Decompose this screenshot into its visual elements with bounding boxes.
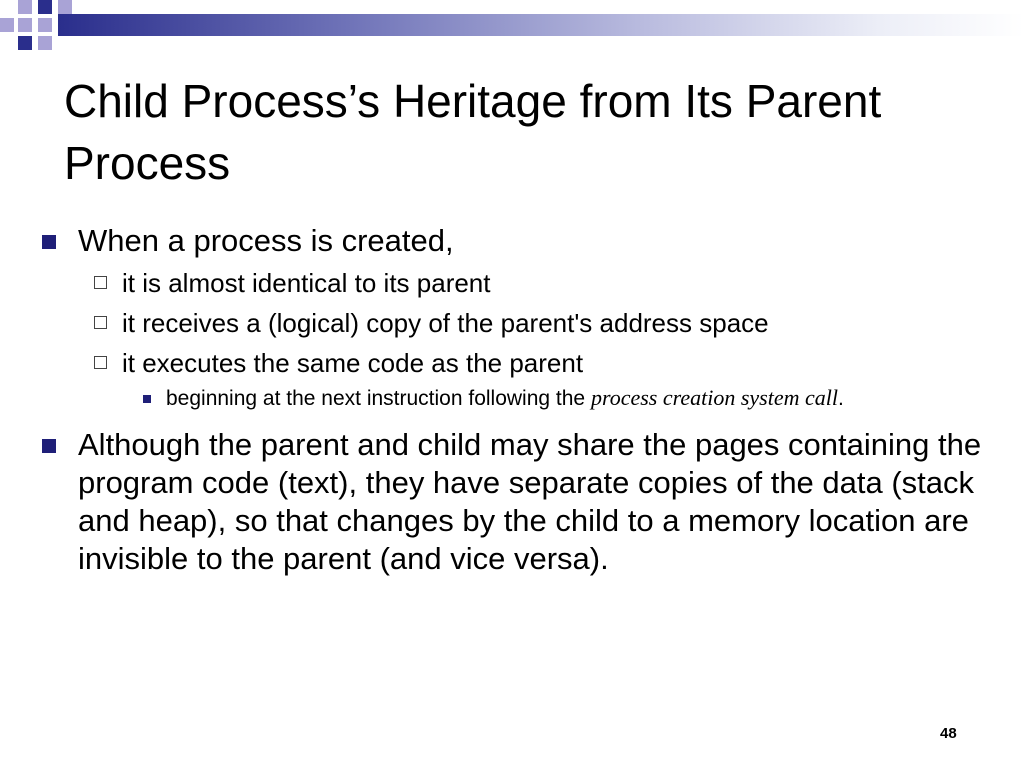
sub-bullet-item [40, 307, 1000, 339]
deco-square [18, 18, 32, 32]
slide-title: Child Process’s Heritage from Its Parent Process [64, 75, 882, 189]
slide-content [40, 222, 1000, 578]
deco-square [38, 0, 52, 14]
bullet-text: Although the parent and child may share the pages containing the program code (text), they have separate copies of the data (stack and heap), so that changes by the child to a memory location are invisible to the parent (and vice versa). [78, 427, 982, 576]
header-gradient-bar [58, 14, 1024, 36]
sub-sub-bullet-item [40, 385, 966, 412]
bullet-item [40, 426, 1000, 578]
small-square-bullet-icon [143, 395, 151, 403]
deco-square [18, 0, 32, 14]
sub-bullet-item [40, 267, 1000, 299]
deco-square [18, 36, 32, 50]
sub-sub-bullet-suffix: . [838, 387, 844, 410]
sub-sub-bullet-italic: process creation system call [590, 385, 838, 410]
sub-sub-bullet-prefix: beginning at the next instruction following the [166, 387, 591, 410]
hollow-square-bullet-icon [94, 276, 107, 289]
sub-bullet-text: it is almost identical to its parent [122, 268, 491, 298]
hollow-square-bullet-icon [94, 316, 107, 329]
sub-bullet-text: it receives a (logical) copy of the parent's address space [122, 308, 769, 338]
deco-square [38, 18, 52, 32]
header-decoration [0, 0, 1024, 70]
bullet-text: When a process is created, [78, 223, 454, 258]
hollow-square-bullet-icon [94, 356, 107, 369]
deco-square [0, 18, 14, 32]
square-bullet-icon [42, 439, 56, 453]
sub-bullet-text: it executes the same code as the parent [122, 348, 584, 378]
page-number: 48 [940, 725, 957, 742]
deco-square [58, 0, 72, 14]
deco-square [38, 36, 52, 50]
sub-bullet-item [40, 347, 1000, 379]
square-bullet-icon [42, 235, 56, 249]
bullet-item [40, 222, 1000, 259]
